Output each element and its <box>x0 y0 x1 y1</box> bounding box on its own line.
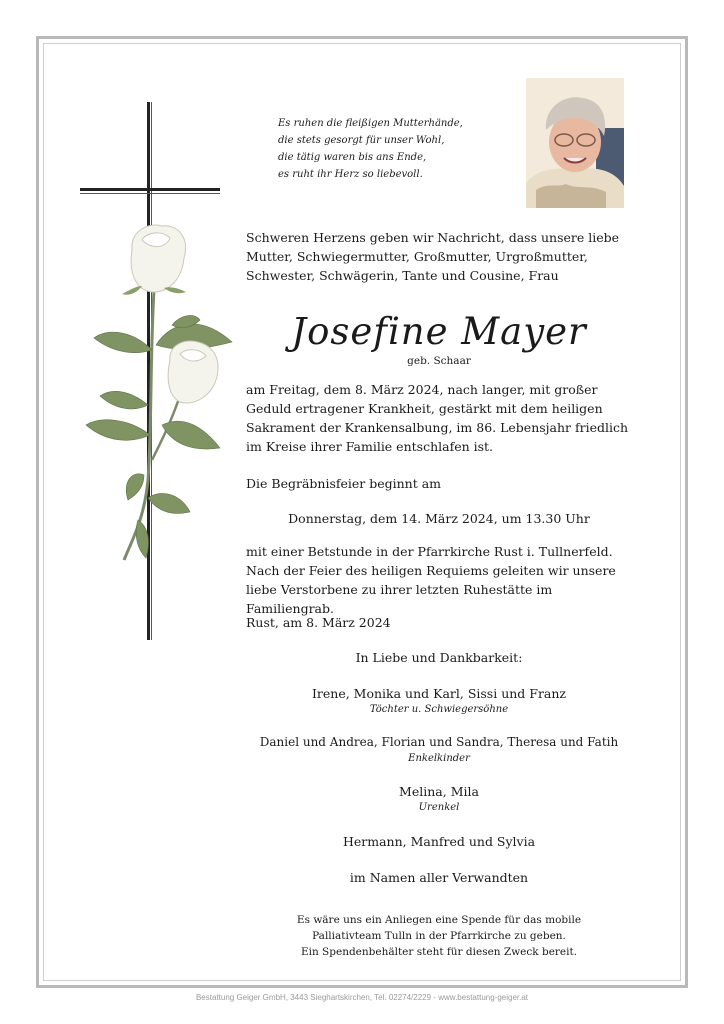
mourner-role: Urenkel <box>418 802 460 813</box>
love-line: In Liebe und Dankbarkeit: <box>355 650 523 665</box>
cross-horizontal-bar <box>80 188 220 191</box>
maiden-name: geb. Schaar <box>407 355 471 367</box>
portrait-photo <box>526 78 624 208</box>
funeral-details: mit einer Betstunde in der Pfarrkirche Rust i. Tullnerfeld. Nach der Feier des heiligen Requiems geleiten wir unsere liebe Verstorbene zu ihrer letzten Ruhestätte im Familiengrab. <box>246 544 616 616</box>
poem-line: es ruht ihr Herz so liebevoll. <box>278 169 423 180</box>
funeral-intro: Die Begräbnisfeier beginnt am <box>246 476 442 491</box>
donation-line: Ein Spendenbehälter steht für diesen Zweck bereit. <box>300 946 578 958</box>
death-notice: am Freitag, dem 8. März 2024, nach langer, mit großer Geduld ertragener Krankheit, gestärkt mit dem heiligen Sakrament der Krankensalbung, im 86. Lebensjahr friedlich im Kreise ihrer Familie entschlafen ist. <box>246 382 629 454</box>
donation-note <box>246 912 632 960</box>
mourner-names: Daniel und Andrea, Florian und Sandra, Theresa und Fatih <box>259 735 619 749</box>
place-date: Rust, am 8. März 2024 <box>246 615 391 630</box>
announcement-intro: Schweren Herzens geben wir Nachricht, dass unsere liebe Mutter, Schwiegermutter, Großmutter, Urgroßmutter, Schwester, Schwägerin, Tante und Cousine, Frau <box>246 230 620 283</box>
funeral-date: Donnerstag, dem 14. März 2024, um 13.30 Uhr <box>288 511 590 526</box>
poem-line: Es ruhen die fleißigen Mutterhände, <box>278 118 463 129</box>
mourner-names: Irene, Monika und Karl, Sissi und Franz <box>311 686 567 701</box>
footer-imprint: Bestattung Geiger GmbH, 3443 Sieghartskirchen, Tel. 02274/2229 - www.bestattung-geiger.at <box>195 993 529 1002</box>
cross-horizontal-line <box>80 193 220 194</box>
mourner-role: Töchter u. Schwiegersöhne <box>369 704 509 715</box>
deceased-name: Josefine Mayer <box>291 310 587 353</box>
donation-line: Es wäre uns ein Anliegen eine Spende für das mobile <box>296 914 582 926</box>
mourner-role: Enkelkinder <box>408 753 470 764</box>
donation-line: Palliativteam Tulln in der Pfarrkirche zu geben. <box>312 930 566 942</box>
poem-line: die stets gesorgt für unser Wohl, <box>278 135 445 146</box>
mourner-names: Melina, Mila <box>399 784 479 799</box>
memorial-poem <box>278 115 508 183</box>
relatives-line: im Namen aller Verwandten <box>349 870 529 885</box>
white-rose-illustration <box>72 220 242 565</box>
mourner-names: Hermann, Manfred und Sylvia <box>342 834 536 849</box>
poem-line: die tätig waren bis ans Ende, <box>278 152 427 163</box>
